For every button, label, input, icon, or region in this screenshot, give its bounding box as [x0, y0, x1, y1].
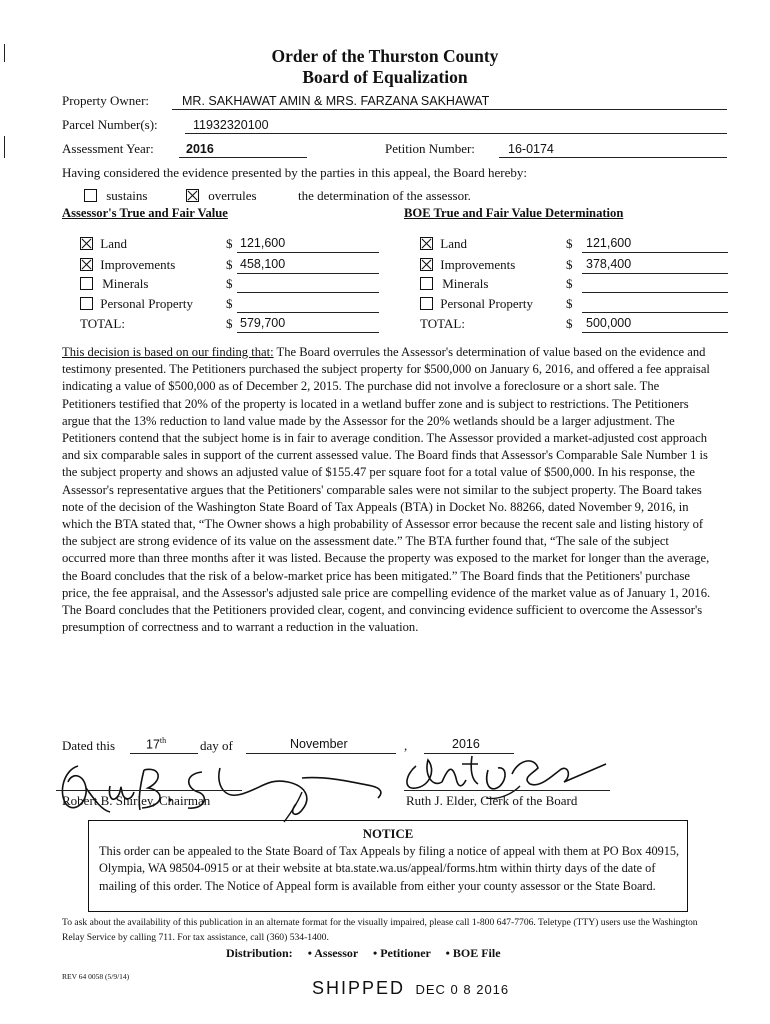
assessor-total-value: 579,700 — [240, 316, 286, 330]
date-comma: , — [404, 738, 408, 753]
notice-heading: NOTICE — [362, 827, 414, 841]
assessor-pp-row — [80, 296, 193, 312]
boe-total-line — [582, 332, 728, 333]
assessor-min-row — [80, 276, 148, 292]
year-line — [179, 157, 307, 158]
petition-line — [499, 157, 727, 158]
distribution-assessor: • Assessor — [307, 946, 359, 960]
boe-land-label: Land — [440, 236, 467, 251]
clerk-sign-line — [404, 790, 610, 791]
parcel-row — [62, 117, 158, 133]
assessor-land-row — [80, 236, 127, 252]
year-value: 2016 — [186, 142, 214, 156]
decision-lead: This decision is based on our finding that: — [62, 345, 274, 359]
currency-sign: $ — [566, 257, 573, 272]
assessor-impr-label: Improvements — [100, 257, 176, 272]
assessor-heading: Assessor's True and Fair Value — [62, 206, 228, 220]
sustains-checkbox[interactable] — [84, 189, 97, 202]
assessor-land-line — [237, 252, 379, 253]
distribution-line — [226, 946, 501, 961]
distribution-label: Distribution: — [226, 946, 293, 960]
owner-label: Property Owner: — [62, 93, 150, 108]
boe-total-value: 500,000 — [586, 316, 632, 330]
currency-sign: $ — [226, 316, 233, 331]
assessor-impr-line — [237, 273, 379, 274]
boe-pp-label: Personal Property — [440, 296, 534, 311]
assessor-min-checkbox[interactable] — [80, 277, 93, 290]
petition-value: 16-0174 — [508, 142, 554, 156]
day-number: 17 — [146, 737, 160, 752]
decision-text: The Board overrules the Assessor's determination of value based on the evidence and testimony presented. The Petitioners purchased the subject property for $500,000 on January 6, 2016, and offered a fee appraisal indicating a value of $500,000 as of December 2, 2015. The purchase did not involve a foreclosure or a short sale. The Petitioners testified that 20% of the property is located in a wetland buffer zone and is subject to restrictions. The Petitioners argue that the 13% reduction to land value made by the Assessor for the 20% wetlands should be a larger adjustment. The Petitioners contend that the subject home is in fair to average condition. The Assessor provided a market-adjusted cost approach and six comparable sales in support of the current assessed value. The Board finds that Assessor's Comparable Sale Number 1 is the subject property and shows an adjusted value of $155.47 per square foot for a total value of $500,000. In his response, the Assessor's representative argues that the Petitioners' comparable sales were not similar to the subject property. The Board takes note of the decision of the Washington State Board of Tax Appeals (BTA) in Docket No. 88266, dated November 9, 2016, in which the BTA stated that, “The Owner shows a high probability of Assessor error because the recent sale and listing history of the subject are strong evidence of its value on the assessment date.” The BTA further found that, “The sale of the subject occurred more than three months after it was listed. Because the property was exposed to the market for longer than the average, the Board concludes that the risk of a below-market price has been mitigated.” The Board finds that the Petitioners' purchase price, the fee appraisal, and the Assessor's adjusted sale price are compelling evidence of the market value as of January 1, 2016. The Board concludes that the Petitioners provided clear, cogent, and convincing evidence sufficient to overcome the Assessor's presumption of correctness and to warrant a reduction in the valuation. — [62, 345, 711, 635]
day-value — [146, 736, 166, 752]
dated-year-value: 2016 — [452, 737, 480, 751]
petition-row — [385, 141, 475, 157]
title-line-1: Order of the Thurston County — [271, 46, 499, 66]
boe-impr-line — [582, 273, 728, 274]
assessor-min-label: Minerals — [102, 276, 149, 291]
boe-land-checkbox[interactable] — [420, 237, 433, 250]
assessor-total-line — [237, 332, 379, 333]
assessor-total-label: TOTAL: — [80, 316, 125, 331]
clerk-name: Ruth J. Elder, Clerk of the Board — [406, 793, 578, 808]
assessor-impr-checkbox[interactable] — [80, 258, 93, 271]
document-title — [0, 46, 770, 88]
boe-min-line — [582, 292, 728, 293]
boe-min-checkbox[interactable] — [420, 277, 433, 290]
boe-impr-label: Improvements — [440, 257, 516, 272]
currency-sign: $ — [226, 236, 233, 251]
boe-land-line — [582, 252, 728, 253]
form-id: REV 64 0058 (5/9/14) — [62, 972, 130, 981]
petition-label: Petition Number: — [385, 141, 475, 156]
boe-pp-checkbox[interactable] — [420, 297, 433, 310]
assessor-land-checkbox[interactable] — [80, 237, 93, 250]
distribution-petitioner: • Petitioner — [373, 946, 431, 960]
day-suffix: th — [159, 736, 167, 745]
assessor-impr-row — [80, 257, 175, 273]
determination-text: the determination of the assessor. — [298, 188, 471, 203]
currency-sign: $ — [566, 276, 573, 291]
assessor-land-label: Land — [100, 236, 127, 251]
parcel-line — [185, 133, 727, 134]
month-value: November — [290, 737, 348, 751]
parcel-label: Parcel Number(s): — [62, 117, 158, 132]
chairman-name: Robert B. Shirley, Chairman — [62, 793, 211, 808]
overrules-checkbox[interactable] — [186, 189, 199, 202]
assessor-impr-value: 458,100 — [240, 257, 286, 271]
owner-line — [172, 109, 727, 110]
notice-box — [88, 820, 688, 912]
day-of-label: day of — [200, 738, 233, 753]
boe-heading: BOE True and Fair Value Determination — [404, 206, 624, 220]
boe-land-value: 121,600 — [586, 236, 632, 250]
owner-value: MR. SAKHAWAT AMIN & MRS. FARZANA SAKHAWAT — [182, 94, 490, 108]
page-edge-mark — [4, 136, 5, 158]
overrules-option — [186, 188, 257, 204]
currency-sign: $ — [566, 296, 573, 311]
overrules-label: overrules — [208, 188, 257, 203]
decision-paragraph — [62, 344, 716, 636]
distribution-boe-file: • BOE File — [445, 946, 501, 960]
assessor-pp-checkbox[interactable] — [80, 297, 93, 310]
decision-options — [84, 188, 147, 204]
sustains-label: sustains — [106, 188, 148, 203]
boe-impr-value: 378,400 — [586, 257, 632, 271]
dated-label: Dated this — [62, 738, 116, 753]
currency-sign: $ — [226, 257, 233, 272]
year-label: Assessment Year: — [62, 141, 154, 156]
considered-text: Having considered the evidence presented by the parties in this appeal, the Board hereby: — [62, 165, 527, 180]
boe-pp-row — [420, 296, 533, 312]
assessor-land-value: 121,600 — [240, 236, 286, 250]
currency-sign: $ — [566, 316, 573, 331]
boe-pp-line — [582, 312, 728, 313]
assessor-min-line — [237, 292, 379, 293]
parcel-value: 11932320100 — [193, 118, 269, 132]
chairman-sign-line — [56, 790, 242, 791]
currency-sign: $ — [226, 296, 233, 311]
boe-total-label: TOTAL: — [420, 316, 465, 331]
title-line-2: Board of Equalization — [302, 67, 468, 87]
boe-min-label: Minerals — [442, 276, 489, 291]
owner-row — [62, 93, 149, 109]
notice-body: This order can be appealed to the State Board of Tax Appeals by filing a notice of appeal with them at PO Box 40915, Olympia, WA 98504-0915 or at their website at bta.state.wa.us/appeal/forms.htm within thirty days of the date of mailing of this order. The Notice of Appeal form is available from either your county assessor or the State Board. — [99, 844, 680, 893]
assessor-pp-label: Personal Property — [100, 296, 194, 311]
shipped-word: SHIPPED — [312, 978, 406, 998]
chairman-signature — [52, 752, 392, 824]
shipped-date: DEC 0 8 2016 — [415, 982, 510, 997]
currency-sign: $ — [566, 236, 573, 251]
boe-land-row — [420, 236, 467, 252]
boe-impr-checkbox[interactable] — [420, 258, 433, 271]
assessor-pp-line — [237, 312, 379, 313]
shipped-stamp — [312, 978, 509, 999]
currency-sign: $ — [226, 276, 233, 291]
boe-min-row — [420, 276, 488, 292]
boe-impr-row — [420, 257, 515, 273]
accessibility-note: To ask about the availability of this publication in an alternate format for the visually impaired, please call 1-800 647-7706. Teletype (TTY) users use the Washington Relay Service by calling 711. For tax assistance, call (360) 534-1400. — [62, 917, 698, 943]
year-row — [62, 141, 154, 157]
